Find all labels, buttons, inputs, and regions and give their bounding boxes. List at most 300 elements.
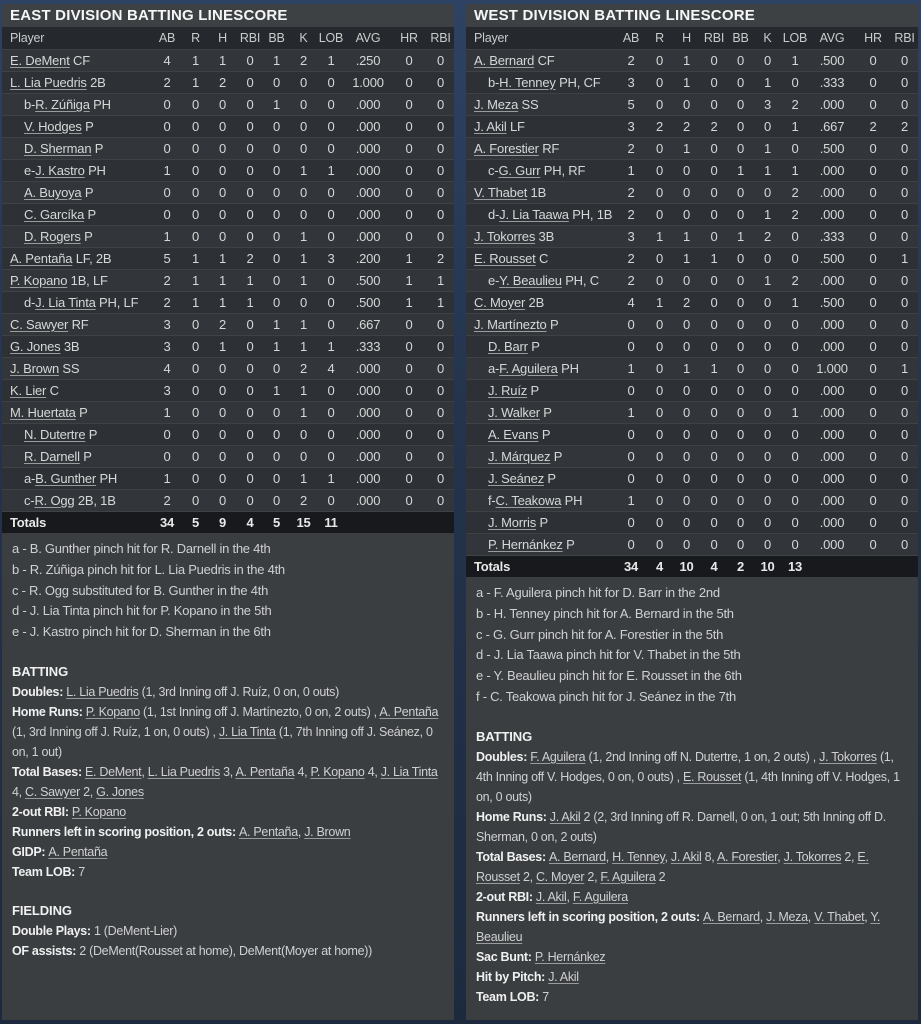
stat-cell: 0: [900, 339, 909, 354]
stat-cell: 0: [627, 471, 635, 486]
player-cell: J. Márquez P: [488, 449, 563, 464]
stat-cell: 1: [627, 163, 635, 178]
stat-text: 2,: [519, 869, 536, 884]
stat-label: Doubles:: [476, 749, 531, 764]
stat-cell: 0: [436, 119, 445, 134]
substitution-note: b - R. Zúñiga pinch hit for L. Lia Puedris in the 4th: [12, 561, 285, 577]
player-link[interactable]: J. Tokorres: [819, 749, 877, 764]
stat-cell: 1: [327, 53, 335, 68]
stat-label: Team LOB:: [476, 989, 543, 1004]
stat-cell: 0: [710, 515, 718, 530]
stat-cell: 0: [163, 119, 171, 134]
stat-text: ,: [141, 764, 148, 779]
column-header-k: K: [763, 31, 772, 45]
stat-cell: 0: [327, 229, 335, 244]
player-link[interactable]: E. DeMent: [84, 764, 142, 779]
player-link[interactable]: G. Jones: [96, 784, 144, 799]
player-link[interactable]: J. Akil: [474, 119, 507, 134]
stat-cell: 0: [791, 75, 799, 90]
stat-cell: 0: [272, 361, 281, 376]
player-row: [466, 511, 918, 533]
stat-cell: 0: [869, 449, 877, 464]
player-cell: b-R. Zúñiga PH: [24, 97, 111, 112]
stat-cell: 1: [299, 163, 308, 178]
stat-label: Home Runs:: [12, 704, 86, 719]
stat-cell: .000: [355, 163, 381, 178]
player-link[interactable]: V. Thabet: [474, 185, 528, 200]
player-row: [466, 203, 918, 225]
stat-cell: 0: [682, 427, 691, 442]
stat-cell: 1: [272, 317, 281, 332]
player-link[interactable]: J. Martínezto: [474, 317, 547, 332]
player-link[interactable]: Y. Beaulieu: [499, 273, 562, 288]
stat-cell: 0: [405, 361, 413, 376]
stat-cell: 0: [763, 471, 772, 486]
stat-cell: 1: [682, 53, 691, 68]
stat-cell: 0: [327, 141, 335, 156]
player-cell: E. Rousset C: [474, 251, 549, 266]
stat-cell: 0: [405, 427, 413, 442]
stat-cell: .667: [819, 119, 845, 134]
stat-cell: 0: [405, 471, 413, 486]
player-cell: f-C. Teakowa PH: [488, 493, 583, 508]
player-link[interactable]: V. Thabet: [814, 909, 865, 924]
stat-cell: 1: [763, 273, 772, 288]
stat-text: 2: [655, 869, 666, 884]
stat-cell: 0: [246, 361, 254, 376]
stat-cell: 2: [299, 361, 308, 376]
stat-cell: 0: [327, 405, 335, 420]
player-cell: L. Lia Puedris 2B: [10, 75, 106, 90]
stat-cell: .000: [355, 405, 381, 420]
stat-cell: 0: [791, 251, 799, 266]
stat-cell: 0: [736, 515, 745, 530]
player-cell: V. Thabet 1B: [474, 185, 547, 200]
player-cell: a-F. Aguilera PH: [488, 361, 579, 376]
player-link[interactable]: M. Huertata: [10, 405, 76, 420]
stat-cell: 0: [405, 75, 413, 90]
column-header-hr: HR: [400, 31, 418, 45]
player-row: [2, 225, 454, 247]
player-link[interactable]: J. Lia Taawa: [499, 207, 569, 222]
stat-section: [12, 662, 444, 882]
player-link[interactable]: P. Kopano: [85, 704, 140, 719]
player-link[interactable]: J. Meza: [766, 909, 808, 924]
stat-cell: .000: [819, 185, 845, 200]
player-link[interactable]: D. Barr: [488, 339, 528, 354]
stat-cell: 1: [163, 405, 171, 420]
stat-cell: 0: [218, 163, 227, 178]
stat-cell: 0: [191, 493, 200, 508]
player-link[interactable]: F. Aguilera: [499, 361, 558, 376]
player-cell: a-B. Gunther PH: [24, 471, 118, 486]
stat-cell: 0: [682, 163, 691, 178]
stat-cell: 0: [405, 163, 413, 178]
stat-cell: 0: [869, 185, 877, 200]
player-link[interactable]: J. Meza: [474, 97, 519, 112]
stat-cell: 1: [299, 273, 308, 288]
stat-cell: 0: [736, 295, 745, 310]
stat-cell: 0: [655, 317, 664, 332]
player-row: [2, 203, 454, 225]
stat-cell: 0: [246, 97, 254, 112]
stat-cell: 0: [791, 493, 799, 508]
stat-cell: 0: [436, 207, 445, 222]
player-link[interactable]: E. DeMent: [10, 53, 70, 68]
stat-cell: 0: [710, 163, 718, 178]
player-link[interactable]: J. Walker: [488, 405, 540, 420]
stat-cell: 1: [163, 163, 171, 178]
totals-stat-cell: 15: [296, 515, 311, 530]
player-link[interactable]: P. Kopano: [71, 804, 126, 819]
stat-line: [12, 702, 444, 762]
player-link[interactable]: A. Buyoya: [24, 185, 82, 200]
stat-cell: 0: [900, 75, 909, 90]
player-link[interactable]: N. Dutertre: [24, 427, 86, 442]
stat-cell: 1: [163, 471, 171, 486]
stat-cell: 0: [327, 317, 335, 332]
column-header-rbi: RBI: [703, 31, 725, 45]
stat-cell: 0: [272, 229, 281, 244]
stat-cell: 0: [218, 229, 227, 244]
player-cell: J. Seánez P: [488, 471, 556, 486]
stat-cell: 0: [900, 97, 909, 112]
player-link[interactable]: G. Jones: [10, 339, 61, 354]
player-link[interactable]: L. Lia Puedris: [66, 684, 139, 699]
player-link[interactable]: J. Kastro: [35, 163, 85, 178]
stat-cell: 1: [436, 295, 445, 310]
stat-cell: 0: [900, 471, 909, 486]
player-link[interactable]: H. Tenney: [499, 75, 556, 90]
player-link[interactable]: C. Moyer: [535, 869, 585, 884]
stat-text: (1, 3rd Inning off J. Ruíz, 1 on, 0 outs) ,: [12, 724, 219, 739]
player-link[interactable]: J. Akil: [549, 809, 581, 824]
stat-cell: 0: [710, 317, 718, 332]
player-link[interactable]: J. Ruíz: [488, 383, 528, 398]
stat-cell: 0: [900, 537, 909, 552]
player-link[interactable]: G. Gurr: [498, 163, 541, 178]
player-link[interactable]: P. Hernánkez: [534, 949, 606, 964]
stat-cell: 0: [246, 163, 254, 178]
stat-cell: 2: [627, 141, 635, 156]
stat-cell: 0: [655, 471, 664, 486]
stat-cell: 0: [682, 405, 691, 420]
stat-cell: 0: [736, 251, 745, 266]
stat-cell: 1: [299, 339, 308, 354]
stat-cell: 5: [627, 97, 635, 112]
stat-cell: 0: [869, 251, 877, 266]
stat-text: 1 (DeMent-Lier): [93, 923, 177, 938]
stat-label: Double Plays:: [12, 923, 94, 938]
player-link[interactable]: B. Gunther: [35, 471, 97, 486]
player-link[interactable]: F. Aguilera: [530, 749, 586, 764]
stat-cell: 0: [791, 449, 799, 464]
stat-sections: [12, 662, 444, 961]
stat-cell: 0: [272, 163, 281, 178]
player-link[interactable]: L. Lia Puedris: [10, 75, 87, 90]
stat-text: 2 (DeMent(Rousset at home), DeMent(Moyer at home)): [79, 943, 373, 958]
stat-cell: 0: [436, 405, 445, 420]
player-link[interactable]: L. Lia Puedris: [147, 764, 220, 779]
stat-cell: 2: [763, 229, 772, 244]
stat-cell: 0: [763, 493, 772, 508]
stat-cell: 1: [791, 53, 799, 68]
stat-cell: 0: [736, 97, 745, 112]
player-link[interactable]: C. Teakowa: [495, 493, 562, 508]
stat-text: (1, 7th Inning off J. Seánez, 0 on, 1 out): [12, 724, 433, 759]
substitution-notes: [12, 539, 444, 643]
player-link[interactable]: J. Akil: [548, 969, 579, 984]
player-cell: C. Sawyer RF: [10, 317, 89, 332]
stat-cell: 0: [736, 53, 745, 68]
player-link[interactable]: J. Lia Tinta: [380, 764, 438, 779]
substitution-note: a - B. Gunther pinch hit for R. Darnell in the 4th: [12, 541, 271, 556]
stat-cell: 0: [736, 493, 745, 508]
stat-text: 2,: [584, 869, 601, 884]
stat-cell: 0: [163, 97, 171, 112]
stat-label: Total Bases:: [476, 849, 549, 864]
stat-cell: 0: [791, 317, 799, 332]
player-row: [466, 489, 918, 511]
player-link[interactable]: P. Kopano: [310, 764, 365, 779]
stat-cell: .333: [819, 229, 845, 244]
stat-cell: 2: [900, 119, 909, 134]
stat-cell: 0: [246, 317, 254, 332]
player-row: [2, 467, 454, 489]
player-cell: d-J. Lia Tinta PH, LF: [24, 295, 139, 310]
player-link[interactable]: D. Rogers: [24, 229, 81, 244]
stat-cell: 0: [900, 317, 909, 332]
stat-cell: 0: [736, 405, 745, 420]
stat-cell: 1: [791, 119, 799, 134]
player-link[interactable]: J. Brown: [304, 824, 351, 839]
stat-line: [12, 762, 444, 802]
player-link[interactable]: R. Darnell: [24, 449, 80, 464]
section-heading: BATTING: [476, 728, 533, 744]
stat-cell: 3: [163, 317, 171, 332]
player-link[interactable]: Y. Beaulieu: [476, 909, 881, 944]
stat-cell: 0: [763, 361, 772, 376]
player-link[interactable]: E. Rousset: [476, 849, 869, 884]
player-row: [2, 357, 454, 379]
stat-cell: 0: [655, 537, 664, 552]
stat-cell: 1: [405, 251, 413, 266]
player-link[interactable]: P. Kopano: [10, 273, 68, 288]
stat-line: [476, 987, 908, 1007]
stat-label: Total Bases:: [12, 764, 85, 779]
player-link[interactable]: J. Akil: [535, 889, 567, 904]
stat-label: Team LOB:: [12, 864, 79, 879]
player-table: [2, 49, 454, 511]
player-cell: R. Darnell P: [24, 449, 92, 464]
player-row: [466, 137, 918, 159]
player-row: [466, 313, 918, 335]
player-link[interactable]: A. Pentaña: [239, 824, 298, 839]
player-link[interactable]: A. Evans: [488, 427, 539, 442]
west-division-panel: [466, 4, 918, 1020]
player-link[interactable]: E. Rousset: [683, 769, 742, 784]
stat-cell: 0: [246, 185, 254, 200]
stat-cell: 0: [191, 449, 200, 464]
stat-cell: 0: [900, 449, 909, 464]
stat-cell: 1: [218, 251, 227, 266]
player-link[interactable]: J. Akil: [670, 849, 702, 864]
stat-cell: 3: [627, 119, 635, 134]
column-header-r: R: [655, 31, 664, 45]
player-link[interactable]: K. Lier: [10, 383, 47, 398]
stat-cell: 0: [655, 405, 664, 420]
player-link[interactable]: A. Bernard: [548, 849, 606, 864]
player-link[interactable]: A. Pentaña: [379, 704, 439, 719]
column-header-lob: LOB: [782, 31, 808, 45]
player-link[interactable]: A. Pentaña: [10, 251, 73, 266]
column-header-row: [466, 27, 918, 49]
stat-cell: 0: [272, 185, 281, 200]
stat-cell: 0: [655, 339, 664, 354]
substitution-letter: c-: [488, 163, 499, 178]
substitution-letter: b-: [488, 75, 500, 90]
stat-label: Sac Bunt:: [476, 949, 535, 964]
totals-stat-cell: 5: [272, 515, 281, 530]
player-row: [2, 423, 454, 445]
stat-cell: 0: [191, 361, 200, 376]
stat-text: (1, 4th Inning off V. Hodges, 0 on, 0 outs) ,: [476, 749, 894, 784]
player-link[interactable]: A. Bernard: [703, 909, 760, 924]
stat-text: 4,: [12, 784, 25, 799]
stat-cell: 1: [299, 405, 308, 420]
totals-row: [466, 555, 918, 577]
stat-cell: 2: [869, 119, 877, 134]
player-link[interactable]: J. Tokorres: [783, 849, 842, 864]
player-link[interactable]: C. Sawyer: [25, 784, 80, 799]
stat-cell: 1: [299, 251, 308, 266]
player-link[interactable]: J. Morris: [488, 515, 537, 530]
stat-cell: 0: [869, 163, 877, 178]
totals-stat-cell: 34: [159, 515, 175, 530]
stat-line: [12, 921, 444, 941]
stat-cell: 2: [791, 185, 799, 200]
stat-cell: 1: [763, 163, 772, 178]
stat-cell: 0: [405, 493, 413, 508]
stat-cell: 1: [405, 295, 413, 310]
stat-cell: 0: [218, 361, 227, 376]
player-link[interactable]: J. Seánez: [488, 471, 545, 486]
stat-cell: 0: [272, 449, 281, 464]
substitution-note: a - F. Aguilera pinch hit for D. Barr in the 2nd: [476, 585, 720, 600]
stat-text: 7: [542, 989, 549, 1004]
substitution-note: e - J. Kastro pinch hit for D. Sherman in the 6th: [12, 624, 271, 640]
stat-cell: 0: [869, 383, 877, 398]
stat-cell: 0: [763, 53, 772, 68]
stat-cell: 0: [682, 207, 691, 222]
stat-cell: 1: [682, 361, 691, 376]
player-link[interactable]: A. Forestier: [474, 141, 539, 156]
player-link[interactable]: A. Pentaña: [235, 764, 295, 779]
stat-cell: 0: [405, 53, 413, 68]
stat-cell: .000: [355, 471, 381, 486]
stat-cell: 0: [246, 119, 254, 134]
stat-cell: 0: [218, 119, 227, 134]
stat-cell: 0: [736, 273, 745, 288]
stat-cell: 0: [163, 185, 171, 200]
stat-cell: 0: [682, 317, 691, 332]
player-link[interactable]: A. Bernard: [474, 53, 535, 68]
player-link[interactable]: C. Garcíka: [24, 207, 85, 222]
stat-cell: .200: [355, 251, 381, 266]
stat-cell: .667: [355, 317, 381, 332]
stat-cell: 0: [900, 53, 909, 68]
stat-cell: 1: [682, 141, 691, 156]
player-link[interactable]: A. Forestier: [716, 849, 778, 864]
stat-text: ,: [777, 849, 784, 864]
stat-cell: 0: [191, 185, 200, 200]
stat-cell: 0: [736, 449, 745, 464]
stat-cell: 2: [627, 251, 635, 266]
player-link[interactable]: R. Ogg: [34, 493, 75, 508]
player-link[interactable]: J. Tokorres: [474, 229, 536, 244]
stat-cell: 0: [405, 207, 413, 222]
stat-cell: 0: [710, 493, 718, 508]
stat-text: 3,: [219, 764, 236, 779]
player-row: [466, 269, 918, 291]
column-header-player: Player: [10, 31, 45, 45]
substitution-note: c - R. Ogg substituted for B. Gunther in the 4th: [12, 582, 269, 598]
player-link[interactable]: P. Hernánkez: [488, 537, 563, 552]
stat-cell: 0: [791, 383, 799, 398]
stat-cell: .500: [355, 273, 381, 288]
totals-row: [2, 511, 454, 533]
stat-cell: 0: [710, 75, 718, 90]
stat-cell: 0: [272, 119, 281, 134]
player-link[interactable]: A. Pentaña: [48, 844, 108, 859]
player-link[interactable]: J. Márquez: [488, 449, 551, 464]
player-link[interactable]: J. Lia Tinta: [218, 724, 276, 739]
player-link[interactable]: J. Lia Tinta: [35, 295, 96, 310]
player-link[interactable]: F. Aguilera: [572, 889, 628, 904]
player-link[interactable]: F. Aguilera: [600, 869, 656, 884]
stat-cell: 0: [736, 427, 745, 442]
stat-cell: 0: [246, 229, 254, 244]
player-link[interactable]: D. Sherman: [24, 141, 92, 156]
stat-cell: 1: [627, 361, 635, 376]
stat-cell: 0: [327, 273, 335, 288]
stat-label: Runners left in scoring position, 2 outs:: [12, 824, 239, 839]
stat-cell: 0: [299, 97, 308, 112]
stat-text: 2 (2, 3rd Inning off R. Darnell, 0 on, 1 out; 5th Inning off D. Sherman, 0 on, 2 outs): [476, 809, 886, 844]
player-link[interactable]: J. Brown: [10, 361, 59, 376]
stat-cell: 1: [763, 207, 772, 222]
player-link[interactable]: E. Rousset: [474, 251, 536, 266]
stat-cell: 0: [218, 97, 227, 112]
player-link[interactable]: R. Zúñiga: [35, 97, 90, 112]
player-link[interactable]: V. Hodges: [24, 119, 82, 134]
stat-cell: 1.000: [352, 75, 384, 90]
stat-cell: 3: [627, 75, 635, 90]
stat-cell: 0: [655, 185, 664, 200]
stat-cell: 0: [791, 361, 799, 376]
stat-line: [476, 947, 908, 967]
player-row: [466, 93, 918, 115]
player-link[interactable]: C. Moyer: [474, 295, 526, 310]
substitution-letter: f-: [488, 493, 496, 508]
player-cell: b-H. Tenney PH, CF: [488, 75, 601, 90]
stat-cell: .000: [355, 427, 381, 442]
player-row: [466, 247, 918, 269]
stat-cell: 4: [163, 53, 171, 68]
player-link[interactable]: C. Sawyer: [10, 317, 69, 332]
player-link[interactable]: H. Tenney: [612, 849, 665, 864]
stat-cell: 1: [191, 273, 200, 288]
